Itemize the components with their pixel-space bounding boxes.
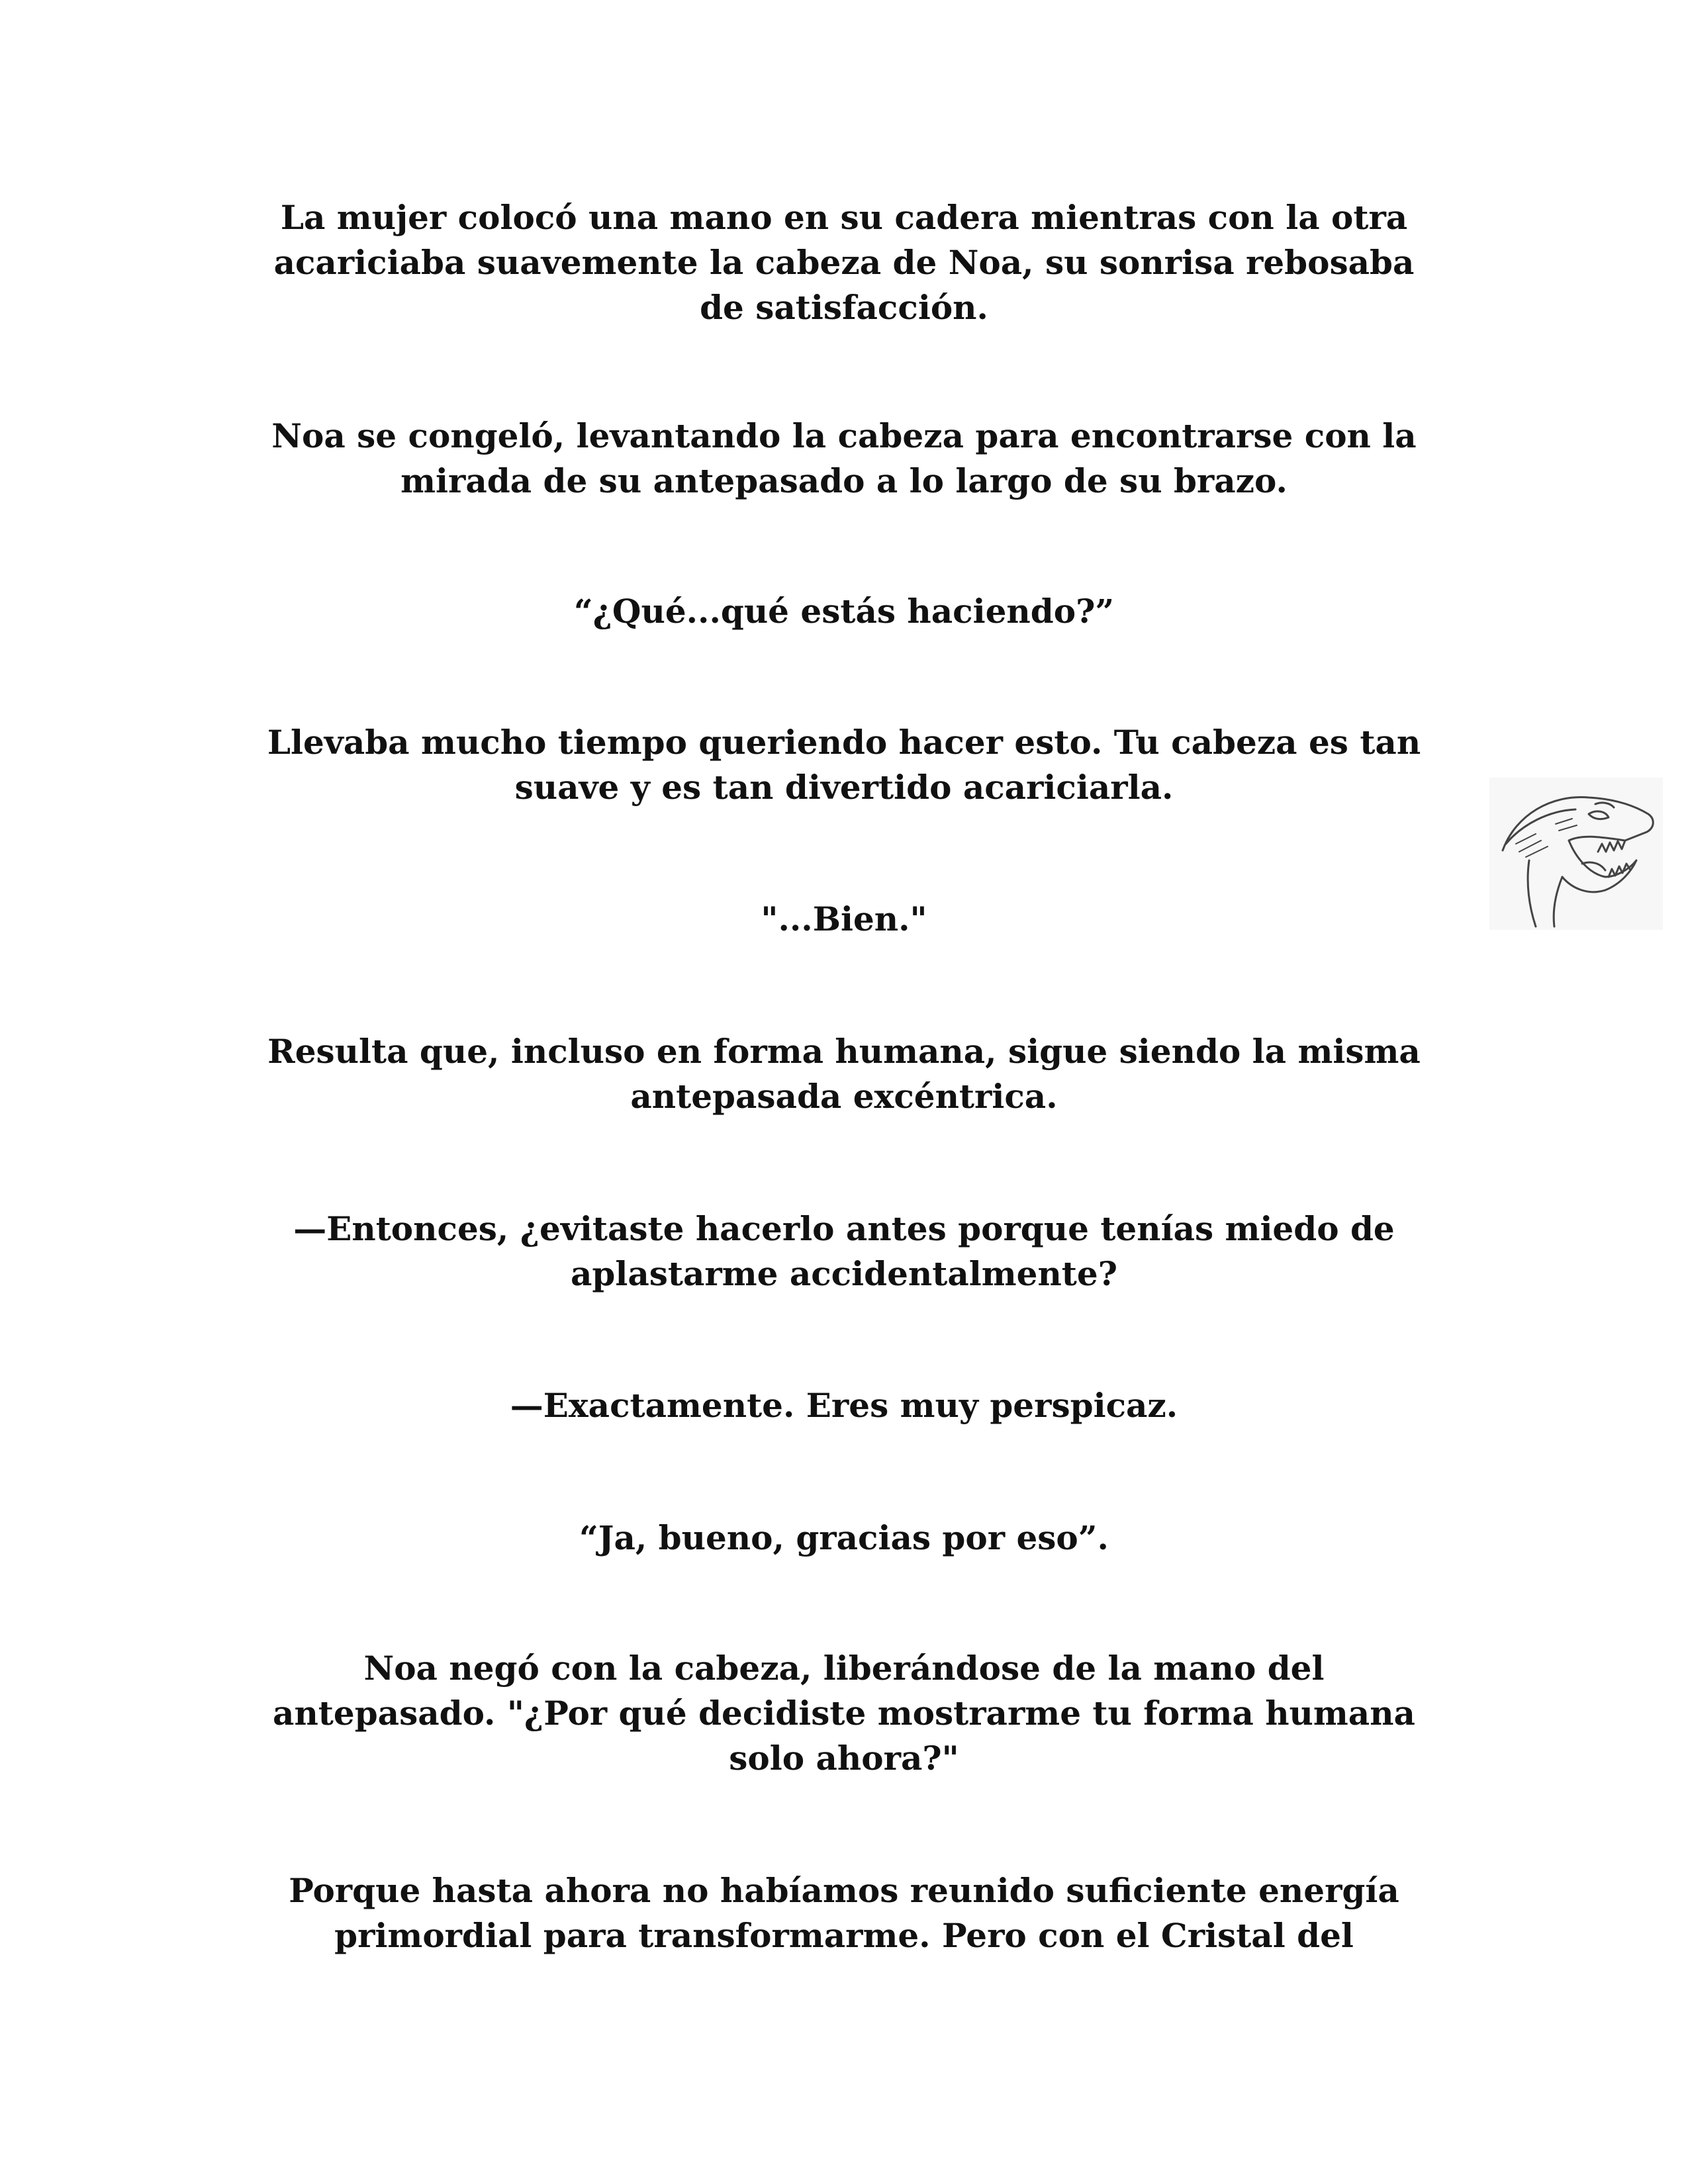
paragraph-11	[199, 1868, 1489, 1958]
text-line: Porque hasta ahora no habíamos reunido suficiente energía	[289, 1871, 1399, 1910]
text-line: —Exactamente. Eres muy perspicaz.	[510, 1386, 1178, 1425]
paragraph-1	[199, 195, 1489, 330]
paragraph-3	[199, 589, 1489, 634]
paragraph-6	[199, 1029, 1489, 1119]
paragraph-8	[199, 1383, 1489, 1428]
text-line: antepasada excéntrica.	[630, 1077, 1058, 1116]
text-line: —Entonces, ¿evitaste hacerlo antes porque tenías miedo de	[293, 1209, 1395, 1248]
paragraph-7	[199, 1206, 1489, 1297]
paragraph-4	[199, 720, 1489, 810]
text-line: acariciaba suavemente la cabeza de Noa, su sonrisa rebosaba	[273, 243, 1415, 282]
paragraph-5	[199, 897, 1489, 942]
text-line: suave y es tan divertido acariciarla.	[514, 768, 1174, 807]
text-line: Resulta que, incluso en forma humana, sigue siendo la misma	[267, 1032, 1421, 1071]
text-line: Noa se congeló, levantando la cabeza para encontrarse con la	[271, 416, 1417, 455]
dinosaur-head-sketch-icon	[1489, 778, 1663, 930]
text-line: de satisfacción.	[700, 288, 988, 327]
text-line: La mujer colocó una mano en su cadera mientras con la otra	[280, 198, 1408, 237]
text-line: Noa negó con la cabeza, liberándose de la mano del	[363, 1649, 1325, 1688]
text-line: “¿Qué...qué estás haciendo?”	[573, 592, 1115, 631]
text-line: primordial para transformarme. Pero con el Cristal del	[334, 1916, 1354, 1955]
paragraph-10	[199, 1646, 1489, 1781]
text-line: solo ahora?"	[729, 1739, 959, 1778]
text-line: antepasado. "¿Por qué decidiste mostrarme tu forma humana	[273, 1694, 1415, 1733]
paragraph-2	[199, 414, 1489, 504]
text-line: mirada de su antepasado a lo largo de su brazo.	[400, 461, 1288, 500]
text-line: aplastarme accidentalmente?	[570, 1254, 1118, 1293]
text-line: “Ja, bueno, gracias por eso”.	[579, 1518, 1109, 1557]
text-line: Llevaba mucho tiempo queriendo hacer esto. Tu cabeza es tan	[267, 723, 1421, 762]
paragraph-9	[199, 1516, 1489, 1561]
text-line: "...Bien."	[761, 899, 927, 938]
